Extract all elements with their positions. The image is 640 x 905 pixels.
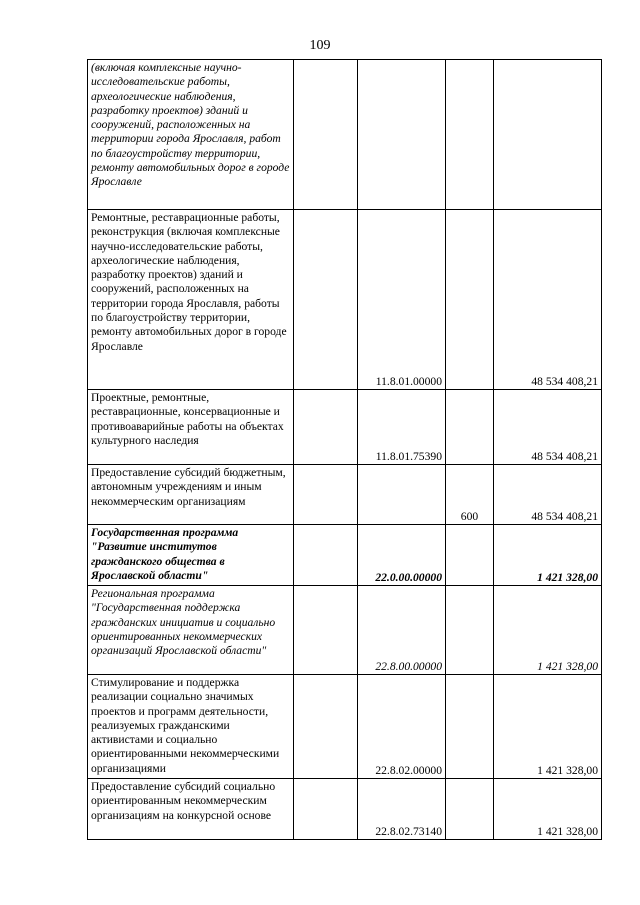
blank-cell	[294, 525, 358, 586]
row-code	[358, 465, 446, 525]
table-row	[88, 210, 602, 390]
row-name: Государственная программа "Развитие институтов гражданского общества в Ярославской области"	[88, 525, 294, 586]
row-amount: 1 421 328,00	[494, 675, 602, 779]
row-name: Региональная программа "Государственная поддержка гражданских инициатив и социально ориентированных некоммерческих организаций Ярославской области"	[88, 586, 294, 675]
row-name: (включая комплексные научно-исследовательские работы, археологические наблюдения, разработку проектов) зданий и сооружений, расположенных на территории города Ярославля, работ по благоустройству территории, ремонту автомобильных дорог в городе Ярославле	[88, 60, 294, 210]
row-code	[358, 60, 446, 210]
row-code: 22.8.02.00000	[358, 675, 446, 779]
row-amount	[494, 60, 602, 210]
table-row	[88, 525, 602, 586]
row-code: 22.0.00.00000	[358, 525, 446, 586]
row-vr	[446, 210, 494, 390]
page-number: 109	[309, 38, 331, 53]
row-amount: 48 534 408,21	[494, 465, 602, 525]
blank-cell	[294, 390, 358, 465]
table-row	[88, 675, 602, 779]
blank-cell	[294, 60, 358, 210]
row-amount: 1 421 328,00	[494, 586, 602, 675]
table-row	[88, 60, 602, 210]
table-row	[88, 779, 602, 840]
budget-table-body	[88, 60, 602, 840]
row-vr	[446, 675, 494, 779]
row-vr	[446, 60, 494, 210]
blank-cell	[294, 586, 358, 675]
row-name: Стимулирование и поддержка реализации социально значимых проектов и программ деятельности, реализуемых гражданскими активистами и социально ориентированными некоммерческими организациями	[88, 675, 294, 779]
row-amount: 48 534 408,21	[494, 210, 602, 390]
row-code: 11.8.01.00000	[358, 210, 446, 390]
budget-table	[87, 59, 602, 840]
blank-cell	[294, 779, 358, 840]
row-vr	[446, 525, 494, 586]
row-amount: 1 421 328,00	[494, 525, 602, 586]
table-row	[88, 586, 602, 675]
row-name: Проектные, ремонтные, реставрационные, консервационные и противоаварийные работы на объектах культурного наследия	[88, 390, 294, 465]
row-vr: 600	[446, 465, 494, 525]
row-vr	[446, 586, 494, 675]
table-row	[88, 390, 602, 465]
row-code: 22.8.02.73140	[358, 779, 446, 840]
row-name: Предоставление субсидий бюджетным, автономным учреждениям и иным некоммерческим организациям	[88, 465, 294, 525]
blank-cell	[294, 465, 358, 525]
row-name: Ремонтные, реставрационные работы, реконструкция (включая комплексные научно-исследовательские работы, археологические наблюдения, разработку проектов) зданий и сооружений, расположенных на территории города Ярославля, работы по благоустройству территории, ремонту автомобильных дорог в городе Ярославле	[88, 210, 294, 390]
blank-cell	[294, 675, 358, 779]
row-name: Предоставление субсидий социально ориентированным некоммерческим организациям на конкурсной основе	[88, 779, 294, 840]
blank-cell	[294, 210, 358, 390]
row-code: 22.8.00.00000	[358, 586, 446, 675]
row-code: 11.8.01.75390	[358, 390, 446, 465]
row-vr	[446, 779, 494, 840]
row-amount: 1 421 328,00	[494, 779, 602, 840]
row-vr	[446, 390, 494, 465]
row-amount: 48 534 408,21	[494, 390, 602, 465]
table-row	[88, 465, 602, 525]
